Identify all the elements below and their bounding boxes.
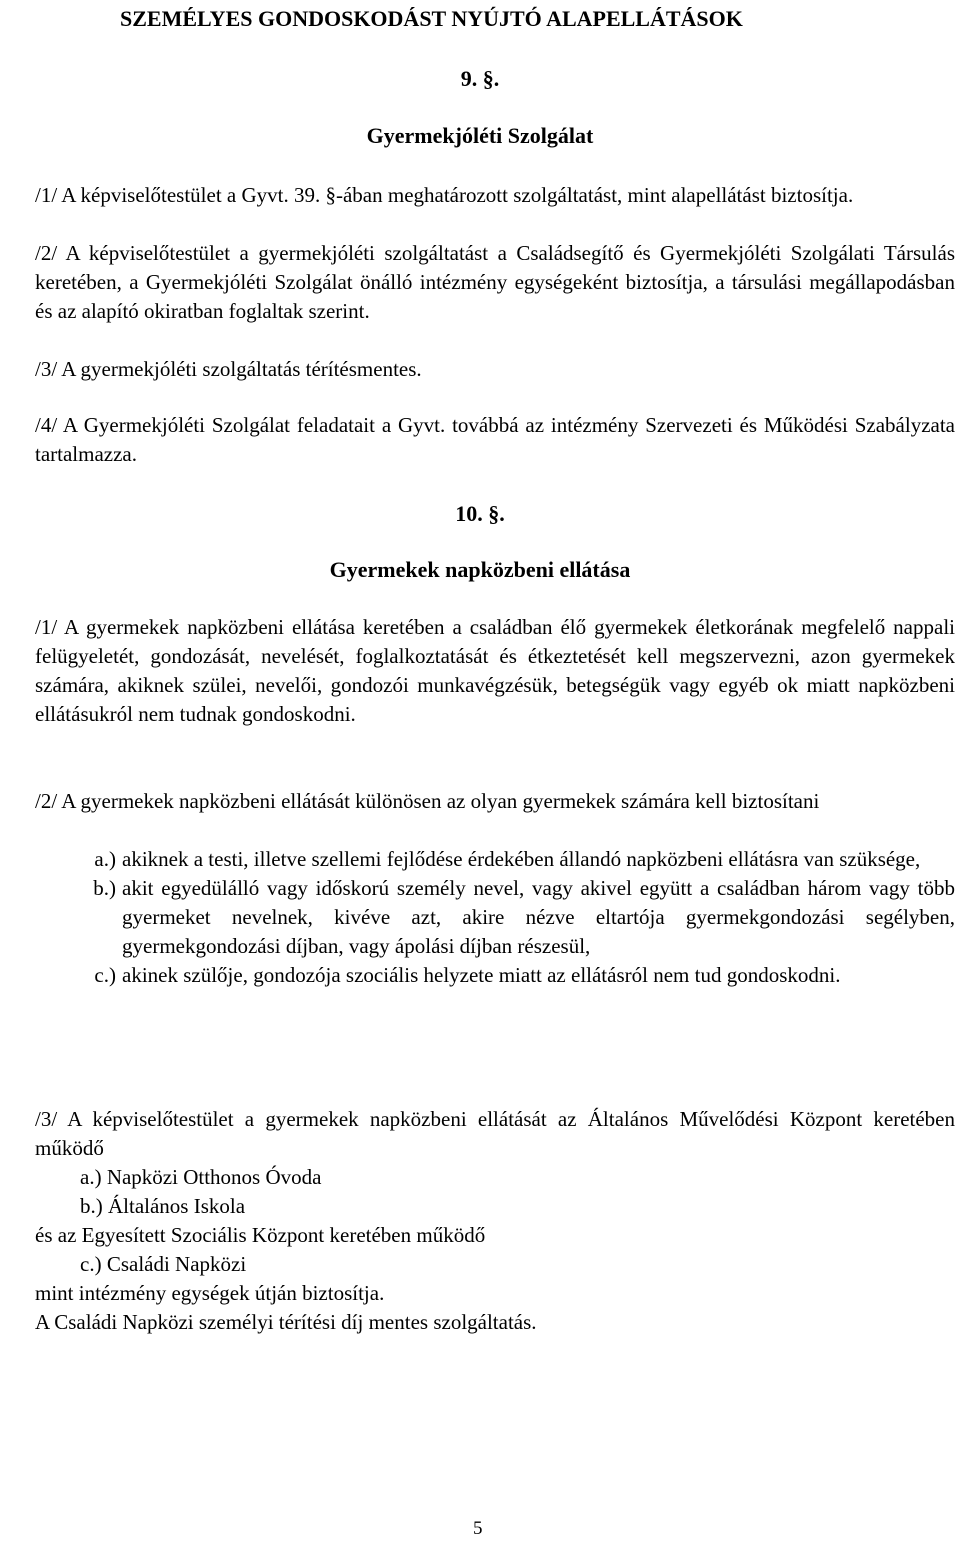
section-10-paragraph-3: /3/ A képviselőtestület a gyermekek napközbeni ellátását az Általános Művelődési Központ keretében működő: [35, 1107, 955, 1160]
list-item-text: akinek szülője, gondozója szociális helyzete miatt az ellátásról nem tud gondoskodni.: [122, 963, 841, 987]
sub-item-a: a.) Napközi Otthonos Óvoda: [80, 1165, 322, 1189]
section-10-list: [80, 845, 955, 990]
list-item: [80, 874, 955, 961]
section-9-title: Gyermekjóléti Szolgálat: [366, 123, 594, 148]
section-9-number: 9. §.: [460, 66, 500, 91]
list-marker: c.): [94, 963, 116, 987]
list-item: [80, 845, 955, 874]
section-10-paragraph-2: /2/ A gyermekek napközbeni ellátását különösen az olyan gyermekek számára kell biztosítani: [35, 789, 820, 813]
section-9-paragraph-2: /2/ A képviselőtestület a gyermekjóléti szolgáltatást a Családsegítő és Gyermekjóléti Szolgálati Társulás keretében, a Gyermekjóléti Szolgálat önálló intézmény egységeként biztosítja, a társulási megállapodásban és az alapító okiratban foglaltak szerint.: [35, 241, 955, 323]
section-10-paragraph-1: /1/ A gyermekek napközbeni ellátása keretében a családban élő gyermekek életkorának megfelelő nappali felügyeletét, gondozását, nevelését, foglalkoztatását és étkeztetését kell megszervezni, azon gyermekek számára, akiknek szülei, nevelői, gondozói munkavégzésük, betegségük vagy egyéb ok miatt napközbeni ellátásukról nem tudnak gondoskodni.: [35, 615, 955, 726]
section-10-paragraph-3-end: mint intézmény egységek útján biztosítja.: [35, 1281, 385, 1305]
sub-item-c: c.) Családi Napközi: [80, 1252, 247, 1276]
list-item-text: akit egyedülálló vagy időskorú személy nevel, vagy akivel együtt a családban három vagy több gyermeket nevelnek, kivéve azt, akire nézve eltartója gyermekgondozási segélyben, gyermekgondozási díjban, vagy ápolási díjban részesül,: [122, 876, 955, 958]
document-heading: SZEMÉLYES GONDOSKODÁST NYÚJTÓ ALAPELLÁTÁSOK: [120, 6, 743, 31]
section-9-paragraph-3: /3/ A gyermekjóléti szolgáltatás térítésmentes.: [35, 357, 422, 381]
section-9-paragraph-1: /1/ A képviselőtestület a Gyvt. 39. §-ában meghatározott szolgáltatást, mint alapellátást biztosítja.: [35, 183, 854, 207]
list-marker: a.): [94, 847, 116, 871]
section-10-paragraph-4: A Családi Napközi személyi térítési díj mentes szolgáltatás.: [35, 1310, 537, 1334]
section-9-paragraph-4: /4/ A Gyermekjóléti Szolgálat feladatait a Gyvt. továbbá az intézmény Szervezeti és Működési Szabályzata tartalmazza.: [35, 413, 955, 466]
section-10-number: 10. §.: [455, 501, 505, 526]
page-number: 5: [473, 1518, 483, 1539]
sub-item-b: b.) Általános Iskola: [80, 1194, 246, 1218]
list-item: [80, 961, 955, 990]
section-10-paragraph-3-mid: és az Egyesített Szociális Központ keretében működő: [35, 1223, 486, 1247]
list-marker: b.): [93, 876, 116, 900]
section-10-title: Gyermekek napközbeni ellátása: [329, 557, 631, 582]
list-item-text: akiknek a testi, illetve szellemi fejlődése érdekében állandó napközbeni ellátásra van szüksége,: [122, 847, 921, 871]
